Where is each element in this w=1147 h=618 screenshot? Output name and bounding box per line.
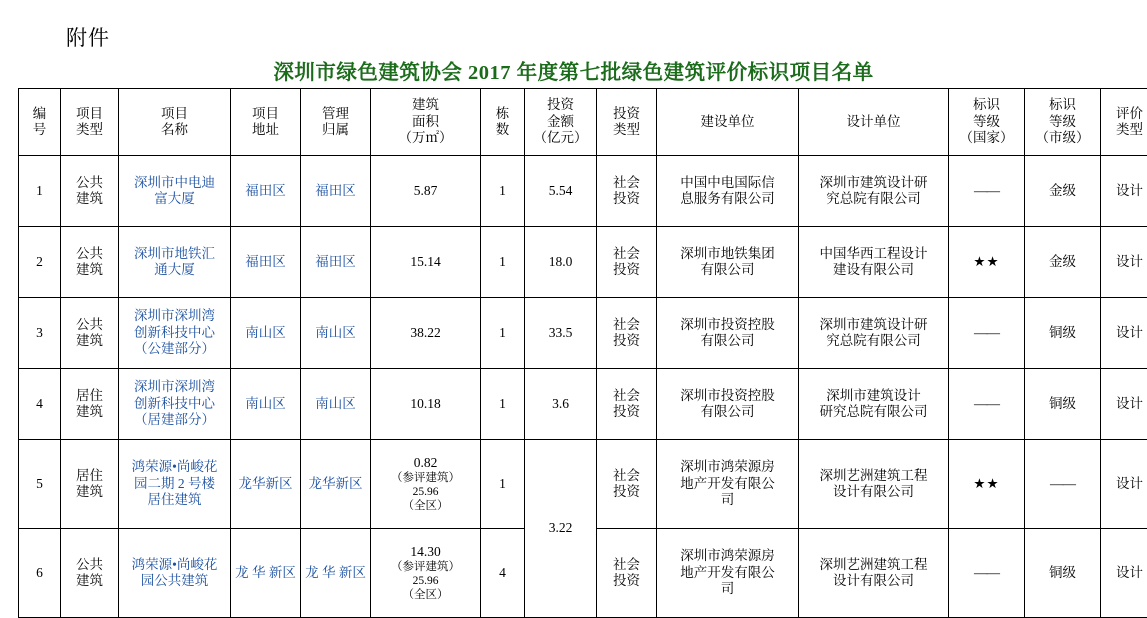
table-row <box>19 369 1147 440</box>
cell-building-count: 1 <box>481 369 525 440</box>
header-design-unit: 设计单位 <box>799 89 949 156</box>
header-evaluation-type: 评价 类型 <box>1101 89 1147 156</box>
table-header-row <box>19 89 1147 156</box>
cell-design-unit: 深圳艺洲建筑工程 设计有限公司 <box>799 440 949 529</box>
table-row <box>19 227 1147 298</box>
cell-investment: 33.5 <box>525 298 597 369</box>
cell-building-count: 4 <box>481 529 525 618</box>
cell-investment: 3.6 <box>525 369 597 440</box>
cell-area: 5.87 <box>371 156 481 227</box>
cell-construction-unit: 深圳市投资控股 有限公司 <box>657 369 799 440</box>
cell-no: 6 <box>19 529 61 618</box>
cell-address: 福田区 <box>231 156 301 227</box>
header-project-type: 项目 类型 <box>61 89 119 156</box>
cell-city-level: 铜级 <box>1025 298 1101 369</box>
cell-no: 5 <box>19 440 61 529</box>
cell-area: 10.18 <box>371 369 481 440</box>
cell-investment-type: 社会 投资 <box>597 369 657 440</box>
cell-investment-type: 社会 投资 <box>597 298 657 369</box>
cell-management: 南山区 <box>301 369 371 440</box>
cell-construction-unit: 深圳市投资控股 有限公司 <box>657 298 799 369</box>
header-construction-unit: 建设单位 <box>657 89 799 156</box>
cell-area: 15.14 <box>371 227 481 298</box>
cell-address: 龙 华 新区 <box>231 529 301 618</box>
project-list-table <box>18 88 1147 618</box>
cell-investment-type: 社会 投资 <box>597 440 657 529</box>
cell-building-count: 1 <box>481 227 525 298</box>
cell-management: 南山区 <box>301 298 371 369</box>
cell-project-name: 深圳市深圳湾 创新科技中心 （居建部分） <box>119 369 231 440</box>
cell-national-level: —— <box>949 298 1025 369</box>
cell-address: 南山区 <box>231 298 301 369</box>
cell-project-name: 深圳市深圳湾 创新科技中心 （公建部分） <box>119 298 231 369</box>
cell-building-count: 1 <box>481 156 525 227</box>
cell-project-type: 公共 建筑 <box>61 156 119 227</box>
cell-building-count: 1 <box>481 440 525 529</box>
cell-address: 龙华新区 <box>231 440 301 529</box>
cell-national-level: —— <box>949 369 1025 440</box>
cell-investment: 5.54 <box>525 156 597 227</box>
cell-city-level: 金级 <box>1025 156 1101 227</box>
cell-management: 福田区 <box>301 227 371 298</box>
cell-no: 1 <box>19 156 61 227</box>
header-building-area: 建筑 面积 （万㎡） <box>371 89 481 156</box>
cell-construction-unit: 深圳市地铁集团 有限公司 <box>657 227 799 298</box>
cell-investment: 18.0 <box>525 227 597 298</box>
cell-design-unit: 中国华西工程设计 建设有限公司 <box>799 227 949 298</box>
cell-eval-type: 设计 <box>1101 369 1147 440</box>
cell-design-unit: 深圳市建筑设计研 究总院有限公司 <box>799 298 949 369</box>
cell-eval-type: 设计 <box>1101 529 1147 618</box>
cell-city-level: 铜级 <box>1025 529 1101 618</box>
cell-project-name: 深圳市地铁汇 通大厦 <box>119 227 231 298</box>
cell-project-name: 鸿荣源•尚峻花 园二期 2 号楼 居住建筑 <box>119 440 231 529</box>
header-city-level: 标识 等级 （市级） <box>1025 89 1101 156</box>
cell-investment-type: 社会 投资 <box>597 156 657 227</box>
cell-eval-type: 设计 <box>1101 227 1147 298</box>
cell-no: 3 <box>19 298 61 369</box>
cell-design-unit: 深圳艺洲建筑工程 设计有限公司 <box>799 529 949 618</box>
cell-investment-merged: 3.22 <box>525 440 597 618</box>
cell-construction-unit: 中国中电国际信 息服务有限公司 <box>657 156 799 227</box>
cell-construction-unit: 深圳市鸿荣源房 地产开发有限公 司 <box>657 440 799 529</box>
cell-management: 龙华新区 <box>301 440 371 529</box>
cell-address: 福田区 <box>231 227 301 298</box>
header-project-address: 项目 地址 <box>231 89 301 156</box>
cell-management: 龙 华 新区 <box>301 529 371 618</box>
cell-project-type: 居住 建筑 <box>61 440 119 529</box>
cell-no: 4 <box>19 369 61 440</box>
cell-area: 38.22 <box>371 298 481 369</box>
cell-project-name: 鸿荣源•尚峻花 园公共建筑 <box>119 529 231 618</box>
cell-national-level: ★★ <box>949 227 1025 298</box>
cell-construction-unit: 深圳市鸿荣源房 地产开发有限公 司 <box>657 529 799 618</box>
cell-area: 0.82 （参评建筑） 25.96 （全区） <box>371 440 481 529</box>
cell-project-type: 公共 建筑 <box>61 227 119 298</box>
cell-national-level: —— <box>949 156 1025 227</box>
table-row <box>19 440 1147 529</box>
cell-project-type: 公共 建筑 <box>61 298 119 369</box>
header-no: 编 号 <box>19 89 61 156</box>
cell-design-unit: 深圳市建筑设计研 究总院有限公司 <box>799 156 949 227</box>
header-investment-type: 投资 类型 <box>597 89 657 156</box>
cell-design-unit: 深圳市建筑设计 研究总院有限公司 <box>799 369 949 440</box>
cell-no: 2 <box>19 227 61 298</box>
cell-investment-type: 社会 投资 <box>597 529 657 618</box>
table-row <box>19 298 1147 369</box>
cell-project-type: 居住 建筑 <box>61 369 119 440</box>
cell-national-level: ★★ <box>949 440 1025 529</box>
cell-city-level: 金级 <box>1025 227 1101 298</box>
cell-eval-type: 设计 <box>1101 440 1147 529</box>
cell-address: 南山区 <box>231 369 301 440</box>
cell-investment-type: 社会 投资 <box>597 227 657 298</box>
cell-building-count: 1 <box>481 298 525 369</box>
cell-project-name: 深圳市中电迪 富大厦 <box>119 156 231 227</box>
cell-city-level: —— <box>1025 440 1101 529</box>
table-row <box>19 156 1147 227</box>
header-management: 管理 归属 <box>301 89 371 156</box>
cell-eval-type: 设计 <box>1101 298 1147 369</box>
cell-area: 14.30 （参评建筑） 25.96 （全区） <box>371 529 481 618</box>
cell-national-level: —— <box>949 529 1025 618</box>
page-title: 深圳市绿色建筑协会 2017 年度第七批绿色建筑评价标识项目名单 <box>0 55 1147 85</box>
header-national-level: 标识 等级 （国家） <box>949 89 1025 156</box>
cell-management: 福田区 <box>301 156 371 227</box>
header-project-name: 项目 名称 <box>119 89 231 156</box>
header-investment-amount: 投资 金额 （亿元） <box>525 89 597 156</box>
cell-eval-type: 设计 <box>1101 156 1147 227</box>
attachment-label: 附件 <box>66 22 110 52</box>
header-building-count: 栋 数 <box>481 89 525 156</box>
cell-city-level: 铜级 <box>1025 369 1101 440</box>
cell-project-type: 公共 建筑 <box>61 529 119 618</box>
